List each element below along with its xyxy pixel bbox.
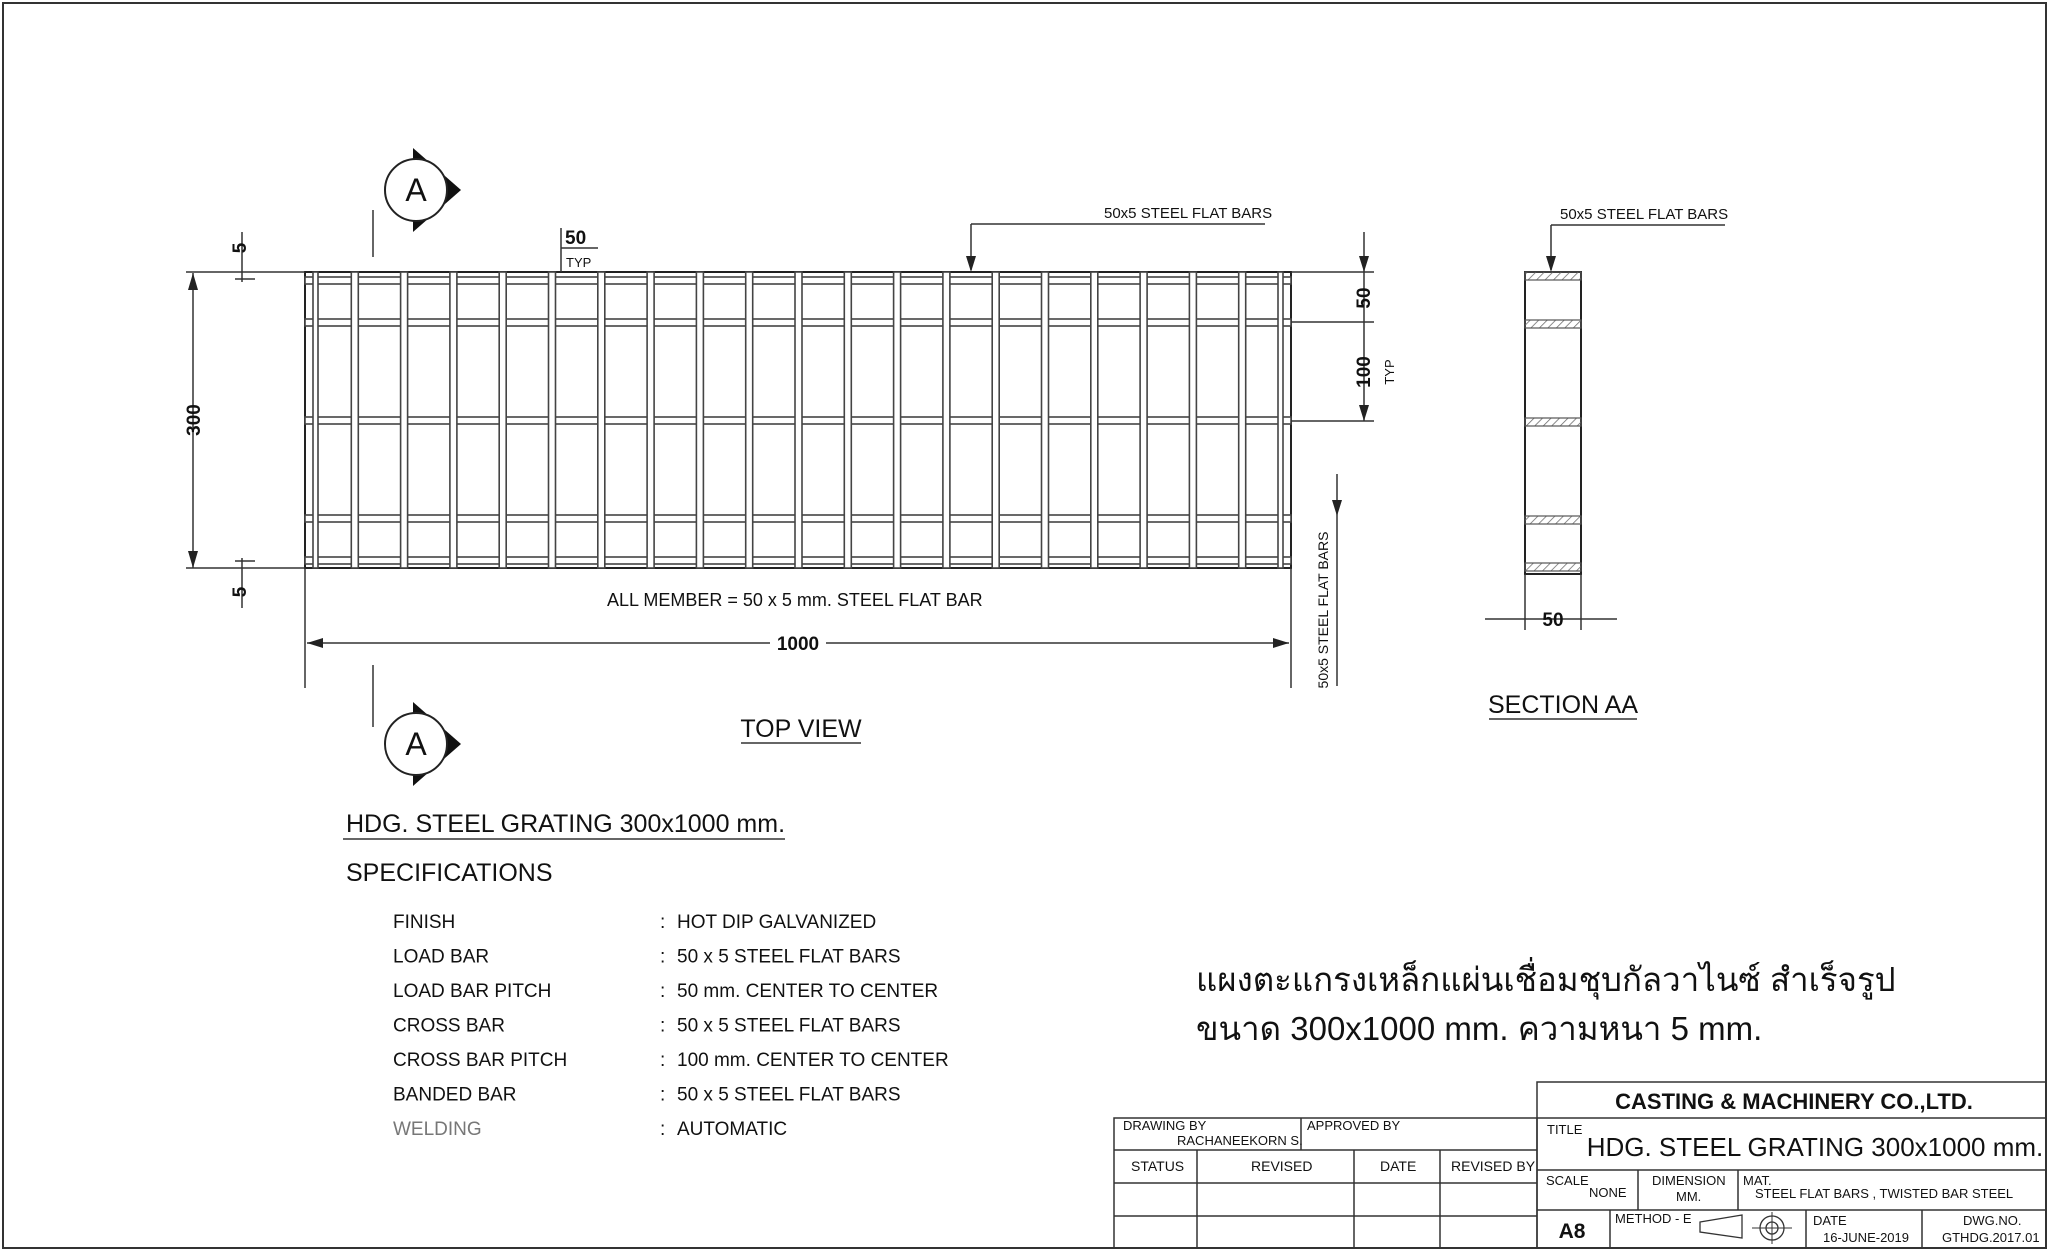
load-bar [499, 272, 506, 568]
title-value: HDG. STEEL GRATING 300x1000 mm. [1586, 1132, 2044, 1162]
sheet-size: A8 [1558, 1220, 1586, 1243]
hatched-bar [1525, 516, 1581, 524]
specs-table [393, 912, 949, 1140]
arrowhead [1359, 256, 1369, 272]
title-label: TITLE [1547, 1122, 1583, 1137]
all-member-note: ALL MEMBER = 50 x 5 mm. STEEL FLAT BAR [607, 590, 983, 610]
section-marker-top [373, 148, 461, 257]
drawing-by-value: RACHANEEKORN S. [1177, 1133, 1303, 1148]
banded-bar [313, 272, 318, 568]
load-bar [1042, 272, 1049, 568]
mat-value: STEEL FLAT BARS , TWISTED BAR STEEL [1755, 1186, 2014, 1201]
load-bar [1091, 272, 1098, 568]
load-bar [894, 272, 901, 568]
spec-colon: : [660, 1015, 666, 1037]
arrowhead [188, 273, 198, 290]
spec-colon: : [660, 1119, 666, 1140]
section-marker-label: A [405, 726, 427, 762]
thai-description-line2: ขนาด 300x1000 mm. ความหนา 5 mm. [1196, 1010, 1763, 1047]
spec-label: CROSS BAR [393, 1015, 505, 1037]
dim-top-edge-label: 5 [230, 242, 251, 254]
arrowhead [307, 638, 323, 648]
top-bars-callout: 50x5 STEEL FLAT BARS [1104, 205, 1273, 222]
projection-symbol-icon [1700, 1212, 1792, 1244]
spec-colon: : [660, 1050, 666, 1071]
arrowhead [966, 256, 976, 272]
drawing-by-label: DRAWING BY [1123, 1118, 1207, 1133]
spec-colon: : [660, 946, 666, 968]
load-bar [1189, 272, 1196, 568]
scale-value: NONE [1589, 1185, 1627, 1200]
revised-by-header: REVISED BY [1451, 1158, 1536, 1174]
dimension-label: DIMENSION [1652, 1173, 1726, 1188]
drawing-heading: HDG. STEEL GRATING 300x1000 mm. [346, 810, 786, 838]
load-bar [450, 272, 457, 568]
arrowhead [1546, 256, 1556, 272]
dim-right-top-label: 50 [1354, 287, 1375, 309]
load-bar [696, 272, 703, 568]
load-bar [746, 272, 753, 568]
spec-label: CROSS BAR PITCH [393, 1050, 568, 1071]
section-aa [1485, 206, 1728, 719]
section-bars-callout: 50x5 STEEL FLAT BARS [1560, 206, 1729, 223]
section-aa-title: SECTION AA [1487, 691, 1639, 719]
dim-bottom-edge-label: 5 [230, 586, 251, 598]
spec-colon: : [660, 912, 666, 933]
load-bar [943, 272, 950, 568]
load-bar [647, 272, 654, 568]
title-block [1537, 1082, 2046, 1248]
section-marker-label: A [405, 172, 427, 208]
right-bars-note: 50x5 STEEL FLAT BARS [1315, 531, 1331, 689]
hatched-bar [1525, 272, 1581, 280]
arrowhead [1273, 638, 1289, 648]
spec-colon: : [660, 1084, 666, 1106]
hatched-bar [1525, 418, 1581, 426]
spec-label: LOAD BAR [393, 946, 490, 968]
spec-label: WELDING [393, 1119, 482, 1140]
arrowhead [1359, 405, 1369, 421]
revised-header: REVISED [1251, 1158, 1313, 1174]
sheet-border [3, 3, 2046, 1248]
spec-value: 50 x 5 STEEL FLAT BARS [677, 946, 901, 968]
section-marker-bottom [373, 665, 461, 786]
load-bar [401, 272, 408, 568]
load-bar [351, 272, 358, 568]
spec-label: LOAD BAR PITCH [393, 981, 552, 1002]
thai-description-line1: แผงตะแกรงเหล็กแผ่นเชื่อมชุบกัลวาไนซ์ สำเร็จรูป [1196, 961, 1896, 998]
status-header: STATUS [1131, 1158, 1185, 1174]
section-width-label: 50 [1542, 610, 1564, 631]
specs-heading: SPECIFICATIONS [346, 859, 553, 887]
spec-label: FINISH [393, 912, 456, 933]
hatched-bar [1525, 320, 1581, 328]
spec-label: BANDED BAR [393, 1084, 517, 1106]
hatched-bar [1525, 563, 1581, 571]
banded-bar [1278, 272, 1283, 568]
date-header: DATE [1380, 1158, 1417, 1174]
approved-by-label: APPROVED BY [1307, 1118, 1401, 1133]
date-label: DATE [1813, 1213, 1847, 1228]
arrowhead [188, 551, 198, 568]
load-bar [1239, 272, 1246, 568]
method-label: METHOD - E [1615, 1211, 1692, 1226]
company-name: CASTING & MACHINERY CO.,LTD. [1615, 1089, 1973, 1114]
dim-right-typ-label: TYP [1382, 359, 1397, 385]
spec-value: AUTOMATIC [677, 1119, 788, 1140]
load-bar [598, 272, 605, 568]
dwg-no-value: GTHDG.2017.01 [1942, 1230, 2040, 1245]
spec-value: 100 mm. CENTER TO CENTER [677, 1050, 949, 1071]
spec-value: 50 x 5 STEEL FLAT BARS [677, 1015, 901, 1037]
dim-height-label: 300 [184, 404, 205, 436]
revision-block [1114, 1118, 1537, 1248]
date-value: 16-JUNE-2019 [1823, 1230, 1909, 1245]
spec-colon: : [660, 981, 666, 1002]
dwg-no-label: DWG.NO. [1963, 1213, 2022, 1228]
load-bar [549, 272, 556, 568]
dimension-value: MM. [1676, 1189, 1702, 1204]
arrowhead [1332, 500, 1342, 516]
load-bar [992, 272, 999, 568]
spec-value: HOT DIP GALVANIZED [677, 912, 877, 933]
top-pitch-label: 50 [565, 228, 587, 249]
load-bar [795, 272, 802, 568]
spec-value: 50 x 5 STEEL FLAT BARS [677, 1084, 901, 1106]
spec-value: 50 mm. CENTER TO CENTER [677, 981, 939, 1002]
load-bar [844, 272, 851, 568]
top-view-title: TOP VIEW [740, 715, 862, 743]
scale-label: SCALE [1546, 1173, 1589, 1188]
load-bar [1140, 272, 1147, 568]
top-view [184, 148, 1397, 786]
grating-bars [305, 272, 1291, 568]
dim-right-pitch-label: 100 [1354, 356, 1375, 388]
top-pitch-typ: TYP [566, 255, 592, 270]
dim-length-label: 1000 [776, 634, 820, 655]
mat-label: MAT. [1743, 1173, 1772, 1188]
